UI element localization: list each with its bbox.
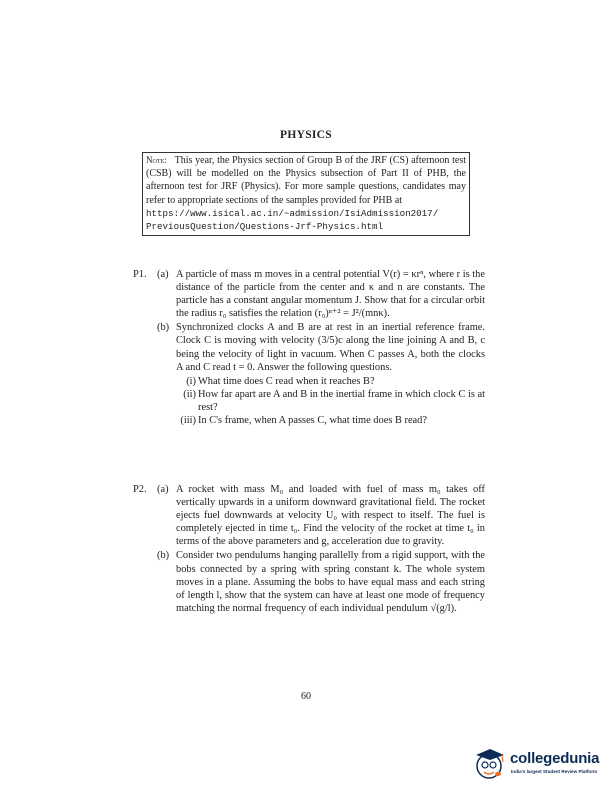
problem-number: P2. <box>133 484 147 495</box>
subpart-text: How far apart are A and B in the inertial frame in which clock C is at rest? <box>198 388 485 413</box>
subpart <box>133 375 485 388</box>
part-label: (a) <box>157 269 169 280</box>
note-url-line-2[interactable]: PreviousQuestion/Questions-Jrf-Physics.html <box>146 221 384 233</box>
subpart-label: (i) <box>186 375 196 387</box>
problem-part <box>133 268 485 320</box>
page-number: 60 <box>301 691 311 702</box>
logo-wordmark: collegedunia <box>510 750 600 767</box>
note-label: Note: <box>146 155 167 165</box>
problem-p2 <box>133 483 485 616</box>
part-text: A particle of mass m moves in a central potential V(r) = κrⁿ, where r is the distance of the particle from the center and κ and n are constants. The particle has a constant angular momentum J. Show that for a circular orbit the radius r₀ satisfies the relation (r₀)ⁿ⁺² = J²/(mnκ). <box>176 269 485 320</box>
problem-part <box>133 549 485 614</box>
subpart <box>133 414 485 427</box>
problem-p1 <box>133 268 485 427</box>
subpart-text: What time does C read when it reaches B? <box>198 375 375 387</box>
subpart-label: (ii) <box>183 388 196 400</box>
problem-part <box>133 321 485 373</box>
problem-part <box>133 483 485 548</box>
subpart-label: (iii) <box>180 415 196 427</box>
collegedunia-logo <box>472 744 612 784</box>
graduate-mascot-icon <box>472 744 508 784</box>
subpart <box>133 388 485 414</box>
note-text: This year, the Physics section of Group B of the JRF (CS) afternoon test (CSB) will be modelled on the Physics subsection of Part II of PHB, the afternoon test for JRF (Physics). For more sample questions, candidates may refer to appropriate sections of the samples provided for PHB at <box>146 155 466 206</box>
note-url-line-1[interactable]: https://www.isical.ac.in/~admission/IsiAdmission2017/ <box>146 207 439 219</box>
page-title: PHYSICS <box>280 129 332 141</box>
part-label: (a) <box>157 484 169 495</box>
subpart-text: In C's frame, when A passes C, what time does B read? <box>198 415 427 427</box>
part-label: (b) <box>157 322 170 334</box>
note-box <box>142 152 470 236</box>
logo-tagline: India's largest Student Review Platform <box>511 769 598 774</box>
part-label: (b) <box>157 550 170 562</box>
part-text: A rocket with mass M₀ and loaded with fuel of mass m₀ takes off vertically upwards in a uniform downward gravitational field. The rocket ejects fuel downwards at velocity U₀ with respect to itself. The fuel is completely ejected in time t₀. Find the velocity of the rocket at time t₀ in terms of the above parameters and g, acceleration due to gravity. <box>176 484 485 548</box>
part-text: Consider two pendulums hanging parallelly from a rigid support, with the bobs connected by a spring with spring constant k. The whole system moves in a plane. Assuming the bobs to have equal mass and each string of length l, show that the system can have at least one mode of frequency matching the normal frequency of each individual pendulum √(g/l). <box>176 550 485 614</box>
problem-number: P1. <box>133 269 147 280</box>
part-text: Synchronized clocks A and B are at rest in an inertial reference frame. Clock C is moving with velocity (3/5)c along the line joining A and B, c being the velocity of light in vacuum. When C passes A, both the clocks A and C read t = 0. Answer the following questions. <box>176 322 485 373</box>
